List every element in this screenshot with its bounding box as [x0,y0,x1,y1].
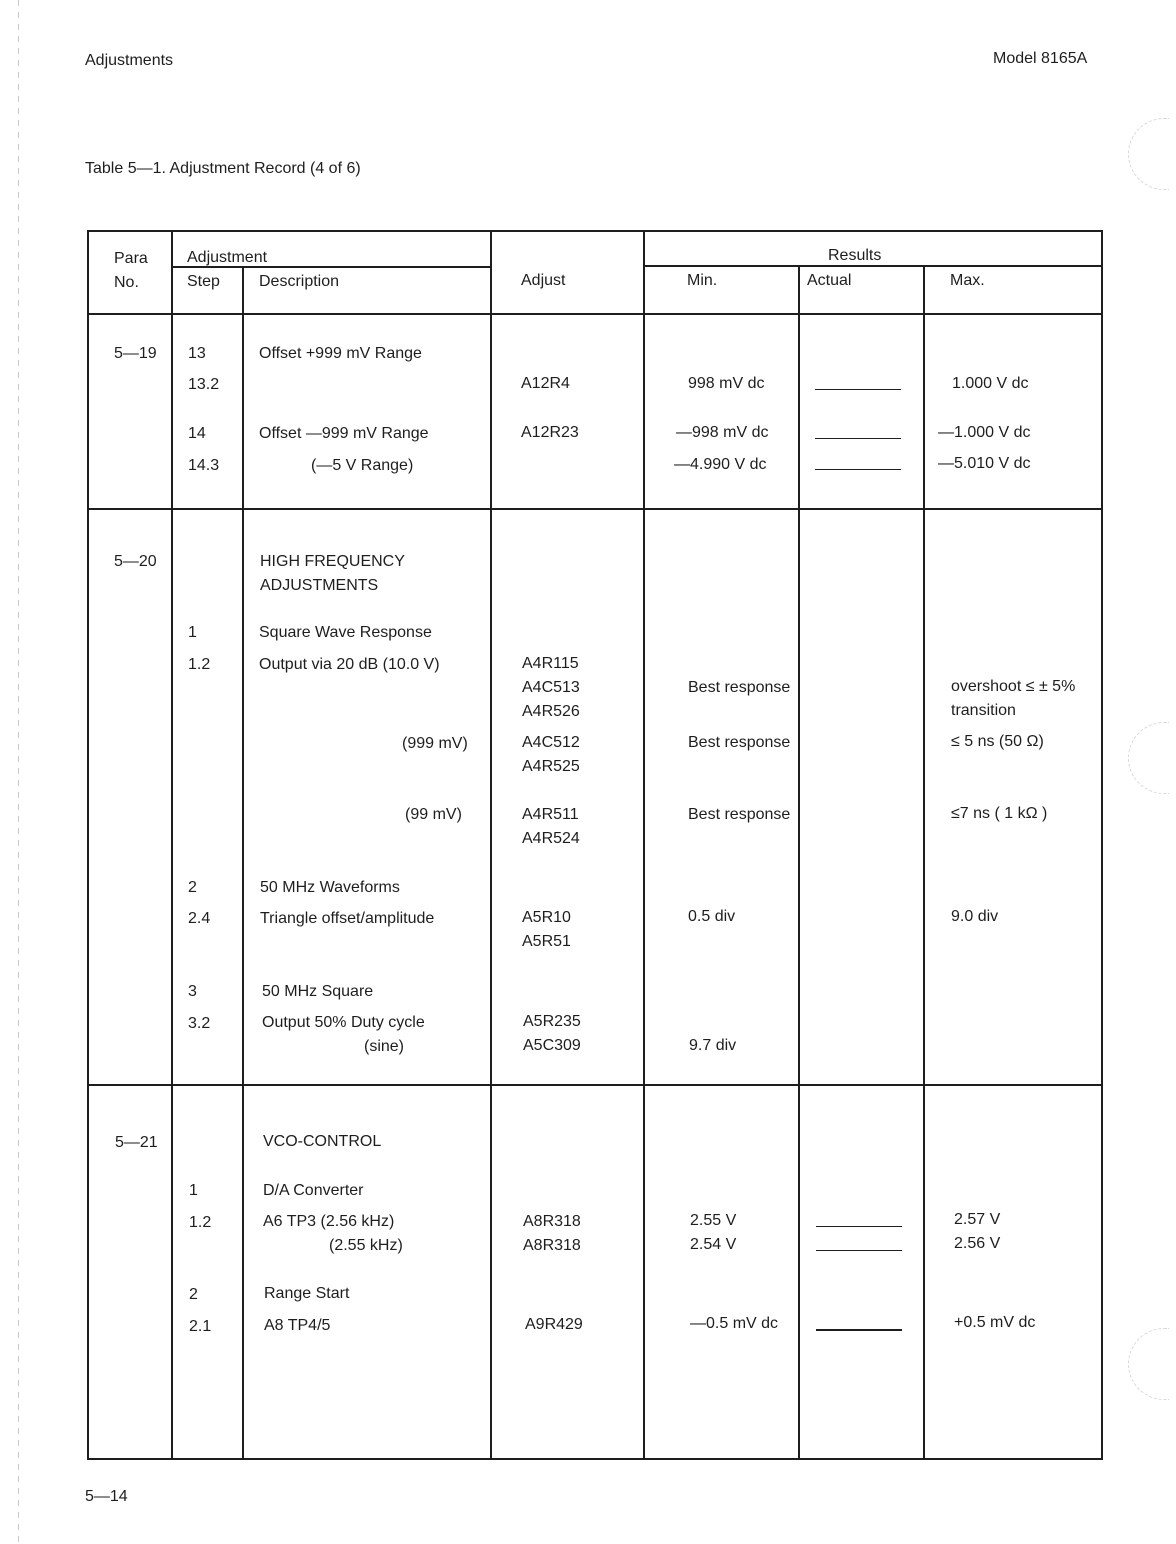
header-bottom-border [87,313,1103,315]
punch-hole [1128,118,1169,190]
step-description: Square Wave Response [259,624,432,641]
section-divider [87,1084,1103,1086]
step-number: 3 [188,983,197,1000]
step-description: (sine) [364,1038,405,1055]
adjust-component: A8R318 [523,1213,581,1230]
step-number: 14 [188,425,206,442]
step-description: (2.55 kHz) [329,1237,403,1254]
step-description: A8 TP4/5 [264,1317,331,1334]
adjust-component: A5R10 [522,909,571,926]
section-divider [87,508,1103,510]
max-value: +0.5 mV dc [954,1314,1036,1331]
min-value: —4.990 V dc [674,456,767,473]
step-number: 2 [189,1286,198,1303]
step-number: 14.3 [188,457,220,474]
page-edge [18,0,19,1544]
actual-blank [816,1226,902,1227]
adjust-component: A8R318 [523,1237,581,1254]
step-description: Range Start [264,1285,350,1302]
section-heading: HIGH FREQUENCY [260,553,405,570]
min-value: 9.7 div [689,1037,737,1054]
step-description: Output 50% Duty cycle [262,1014,425,1031]
col-border-actual [923,265,925,1460]
max-value: 1.000 V dc [952,375,1029,392]
header-description: Description [259,273,340,290]
step-number: 1 [188,624,197,641]
max-value: —5.010 V dc [938,455,1031,472]
adjust-component: A4C512 [522,734,580,751]
step-number: 1 [189,1182,198,1199]
adjust-component: A4R526 [522,703,580,720]
adjust-component: A4R525 [522,758,580,775]
max-value: —1.000 V dc [938,424,1031,441]
adjust-component: A9R429 [525,1316,583,1333]
adjust-component: A12R23 [521,424,579,441]
step-description: 50 MHz Square [262,983,374,1000]
step-description: 50 MHz Waveforms [260,879,400,896]
table-title: Table 5—1. Adjustment Record (4 of 6) [85,160,361,177]
section-heading: ADJUSTMENTS [260,577,379,594]
max-value: 2.57 V [954,1211,1001,1228]
actual-blank [815,389,901,390]
actual-blank [816,1250,902,1251]
max-value: transition [951,702,1016,719]
max-value: 9.0 div [951,908,999,925]
max-value: ≤7 ns ( 1 kΩ ) [951,805,1048,822]
step-number: 2.4 [188,910,211,927]
adjust-component: A4R115 [522,655,579,672]
adjust-component: A4C513 [522,679,580,696]
min-value: 2.54 V [690,1236,737,1253]
col-border-adjust [643,230,645,1460]
step-description: A6 TP3 (2.56 kHz) [263,1213,395,1230]
col-border-para [171,230,173,1460]
para-number: 5—19 [114,345,157,362]
step-description: Offset —999 mV Range [259,425,429,442]
max-value: overshoot ≤ ± 5% [951,678,1076,695]
col-border-right [1101,230,1103,1460]
max-value: 2.56 V [954,1235,1001,1252]
para-number: 5—21 [115,1134,158,1151]
section-heading: VCO-CONTROL [263,1133,382,1150]
header-step: Step [187,273,220,290]
step-description: Output via 20 dB (10.0 V) [259,656,440,673]
adjust-component: A5R235 [523,1013,581,1030]
min-value: Best response [688,679,791,696]
punch-hole [1128,1328,1169,1400]
col-border-step [242,266,244,1460]
header-para: Para [114,250,148,267]
step-number: 13 [188,345,206,362]
step-description: Offset +999 mV Range [259,345,422,362]
min-value: 2.55 V [690,1212,737,1229]
min-value: Best response [688,734,791,751]
adjust-component: A4R511 [522,806,579,823]
step-description: (999 mV) [402,735,468,752]
min-value: 998 mV dc [688,375,765,392]
min-value: —998 mV dc [676,424,769,441]
col-border-min [798,265,800,1460]
punch-hole [1128,722,1169,794]
actual-blank [816,1329,902,1331]
adjust-component: A5R51 [522,933,571,950]
step-number: 2.1 [189,1318,212,1335]
adjust-component: A5C309 [523,1037,581,1054]
step-number: 1.2 [189,1214,212,1231]
header-max: Max. [950,272,985,289]
adjust-component: A4R524 [522,830,580,847]
para-number: 5—20 [114,553,157,570]
actual-blank [815,438,901,439]
header-no: No. [114,274,139,291]
model-label: Model 8165A [993,50,1088,67]
results-header-rule [643,265,1103,267]
actual-blank [815,469,901,470]
page-number: 5—14 [85,1488,128,1505]
header-adjustment: Adjustment [187,249,268,266]
table-top-border [87,230,1103,232]
step-number: 2 [188,879,197,896]
col-border-description [490,230,492,1460]
max-value: ≤ 5 ns (50 Ω) [951,733,1044,750]
min-value: —0.5 mV dc [690,1315,779,1332]
min-value: Best response [688,806,791,823]
header-results: Results [828,247,882,264]
step-number: 1.2 [188,656,211,673]
step-number: 3.2 [188,1015,211,1032]
step-number: 13.2 [188,376,220,393]
header-actual: Actual [807,272,852,289]
adjust-component: A12R4 [521,375,570,392]
header-adjust: Adjust [521,272,566,289]
header-min: Min. [687,272,718,289]
step-description: Triangle offset/amplitude [260,910,435,927]
step-description: D/A Converter [263,1182,364,1199]
table-bottom-border [87,1458,1103,1460]
step-description: (—5 V Range) [311,457,414,474]
section-title: Adjustments [85,52,174,69]
step-description: (99 mV) [405,806,462,823]
min-value: 0.5 div [688,908,736,925]
col-border-left [87,230,89,1460]
